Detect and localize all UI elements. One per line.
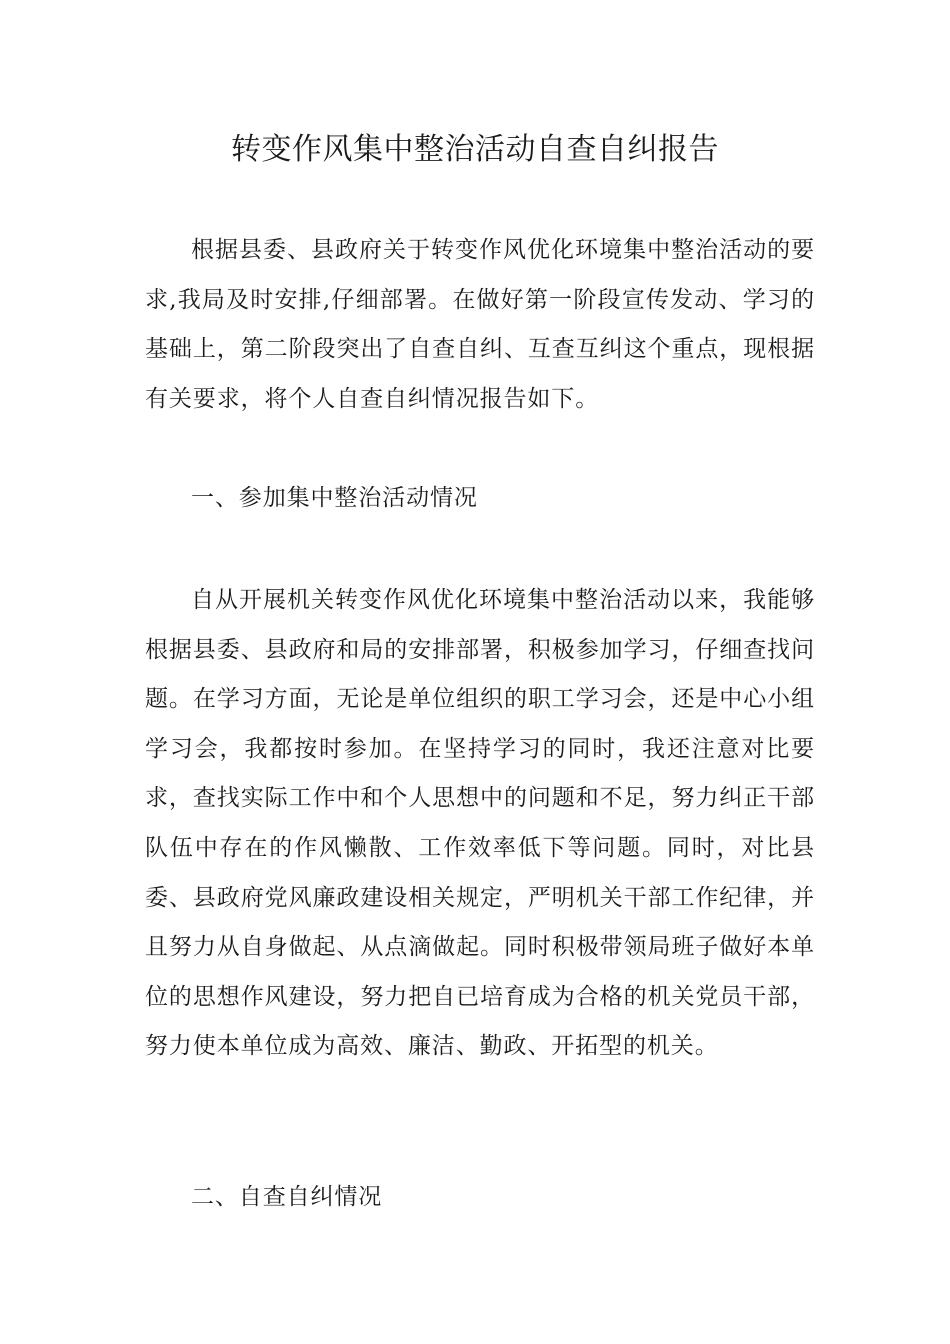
section-1-paragraph: 自从开展机关转变作风优化环境集中整治活动以来，我能够根据县委、县政府和局的安排部署，积极参加学习，仔细查找问题。在学习方面，无论是单位组织的职工学习会，还是中心小组学习会，我都按时参加。在坚持学习的同时，我还注意对比要求，查找实际工作中和个人思想中的问题和不足，努力纠正干部队伍中存在的作风懒散、工作效率低下等问题。同时，对比县委、县政府党风廉政建设相关规定，严明机关干部工作纪律，并且努力从自身做起、从点滴做起。同时积极带领局班子做好本单位的思想作风建设，努力把自已培育成为合格的机关党员干部，努力使本单位成为高效、廉洁、勤政、开拓型的机关。 — [145, 587, 815, 1060]
section-heading-2: 二、自查自纠情况 — [191, 1184, 383, 1210]
intro-paragraph: 根据县委、县政府关于转变作风优化环境集中整治活动的要求,我局及时安排,仔细部署。在做好第一阶段宣传发动、学习的基础上，第二阶段突出了自查自纠、互查互纠这个重点，现根据有关要求，将个人自查自纠情况报告如下。 — [145, 237, 815, 412]
section-heading-1: 一、参加集中整治活动情况 — [191, 485, 478, 511]
document-title: 转变作风集中整治活动自查自纠报告 — [231, 132, 719, 167]
